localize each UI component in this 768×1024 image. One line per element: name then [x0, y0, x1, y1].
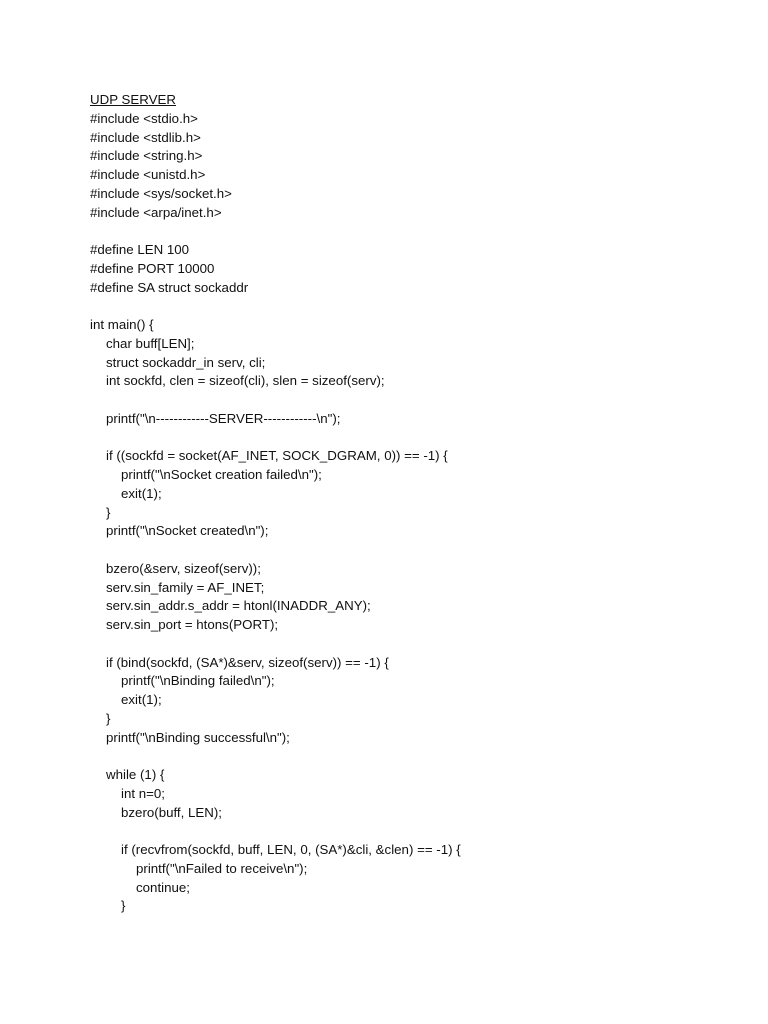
- code-line: #include <sys/socket.h>: [90, 185, 232, 201]
- code-line: bzero(buff, LEN);: [121, 804, 223, 820]
- code-line: printf("\nBinding successful\n");: [106, 729, 290, 745]
- code-line: #define LEN 100: [90, 242, 190, 257]
- code-line: serv.sin_family = AF_INET;: [106, 579, 265, 595]
- blank-line: [90, 747, 730, 766]
- code-line: printf("\nSocket created\n");: [106, 523, 269, 539]
- code-line: printf("\n------------SERVER------------\n");: [106, 410, 341, 426]
- code-line: printf("\nBinding failed\n");: [121, 673, 275, 689]
- code-line: char buff[LEN];: [106, 335, 195, 351]
- code-line: if (bind(sockfd, (SA*)&serv, sizeof(serv)) == -1) {: [106, 654, 389, 670]
- code-listing: [90, 110, 730, 916]
- code-line: exit(1);: [121, 485, 162, 501]
- code-line: #include <stdlib.h>: [90, 129, 201, 145]
- code-line: }: [121, 898, 126, 914]
- code-line: int sockfd, clen = sizeof(cli), slen = sizeof(serv);: [106, 373, 385, 389]
- code-line: printf("\nFailed to receive\n");: [136, 860, 308, 876]
- code-line: struct sockaddr_in serv, cli;: [106, 354, 266, 370]
- blank-line: [90, 541, 730, 560]
- code-line: serv.sin_port = htons(PORT);: [106, 617, 279, 632]
- code-line: int main() {: [90, 317, 154, 332]
- document-title: UDP SERVER: [90, 92, 176, 107]
- code-line: while (1) {: [106, 767, 165, 782]
- blank-line: [90, 635, 730, 654]
- blank-line: [90, 222, 730, 241]
- code-line: #define PORT 10000: [90, 260, 215, 276]
- code-line: if (recvfrom(sockfd, buff, LEN, 0, (SA*)&cli, &clen) == -1) {: [121, 842, 461, 857]
- code-line: if ((sockfd = socket(AF_INET, SOCK_DGRAM, 0)) == -1) {: [106, 448, 448, 464]
- code-line: printf("\nSocket creation failed\n");: [121, 467, 322, 482]
- code-line: #include <arpa/inet.h>: [90, 204, 222, 220]
- code-line: #include <stdio.h>: [90, 110, 198, 126]
- blank-line: [90, 297, 730, 316]
- blank-line: [90, 822, 730, 841]
- code-line: exit(1);: [121, 692, 162, 707]
- code-line: #include <string.h>: [90, 148, 203, 164]
- code-line: }: [106, 710, 111, 726]
- code-line: #include <unistd.h>: [90, 167, 206, 182]
- blank-line: [90, 429, 730, 448]
- code-line: }: [106, 504, 111, 520]
- code-line: int n=0;: [121, 785, 165, 801]
- code-line: #define SA struct sockaddr: [90, 279, 249, 295]
- code-line: bzero(&serv, sizeof(serv));: [106, 560, 261, 576]
- code-line: continue;: [136, 879, 190, 895]
- blank-line: [90, 391, 730, 410]
- code-document: [90, 91, 730, 916]
- code-line: serv.sin_addr.s_addr = htonl(INADDR_ANY);: [106, 598, 371, 614]
